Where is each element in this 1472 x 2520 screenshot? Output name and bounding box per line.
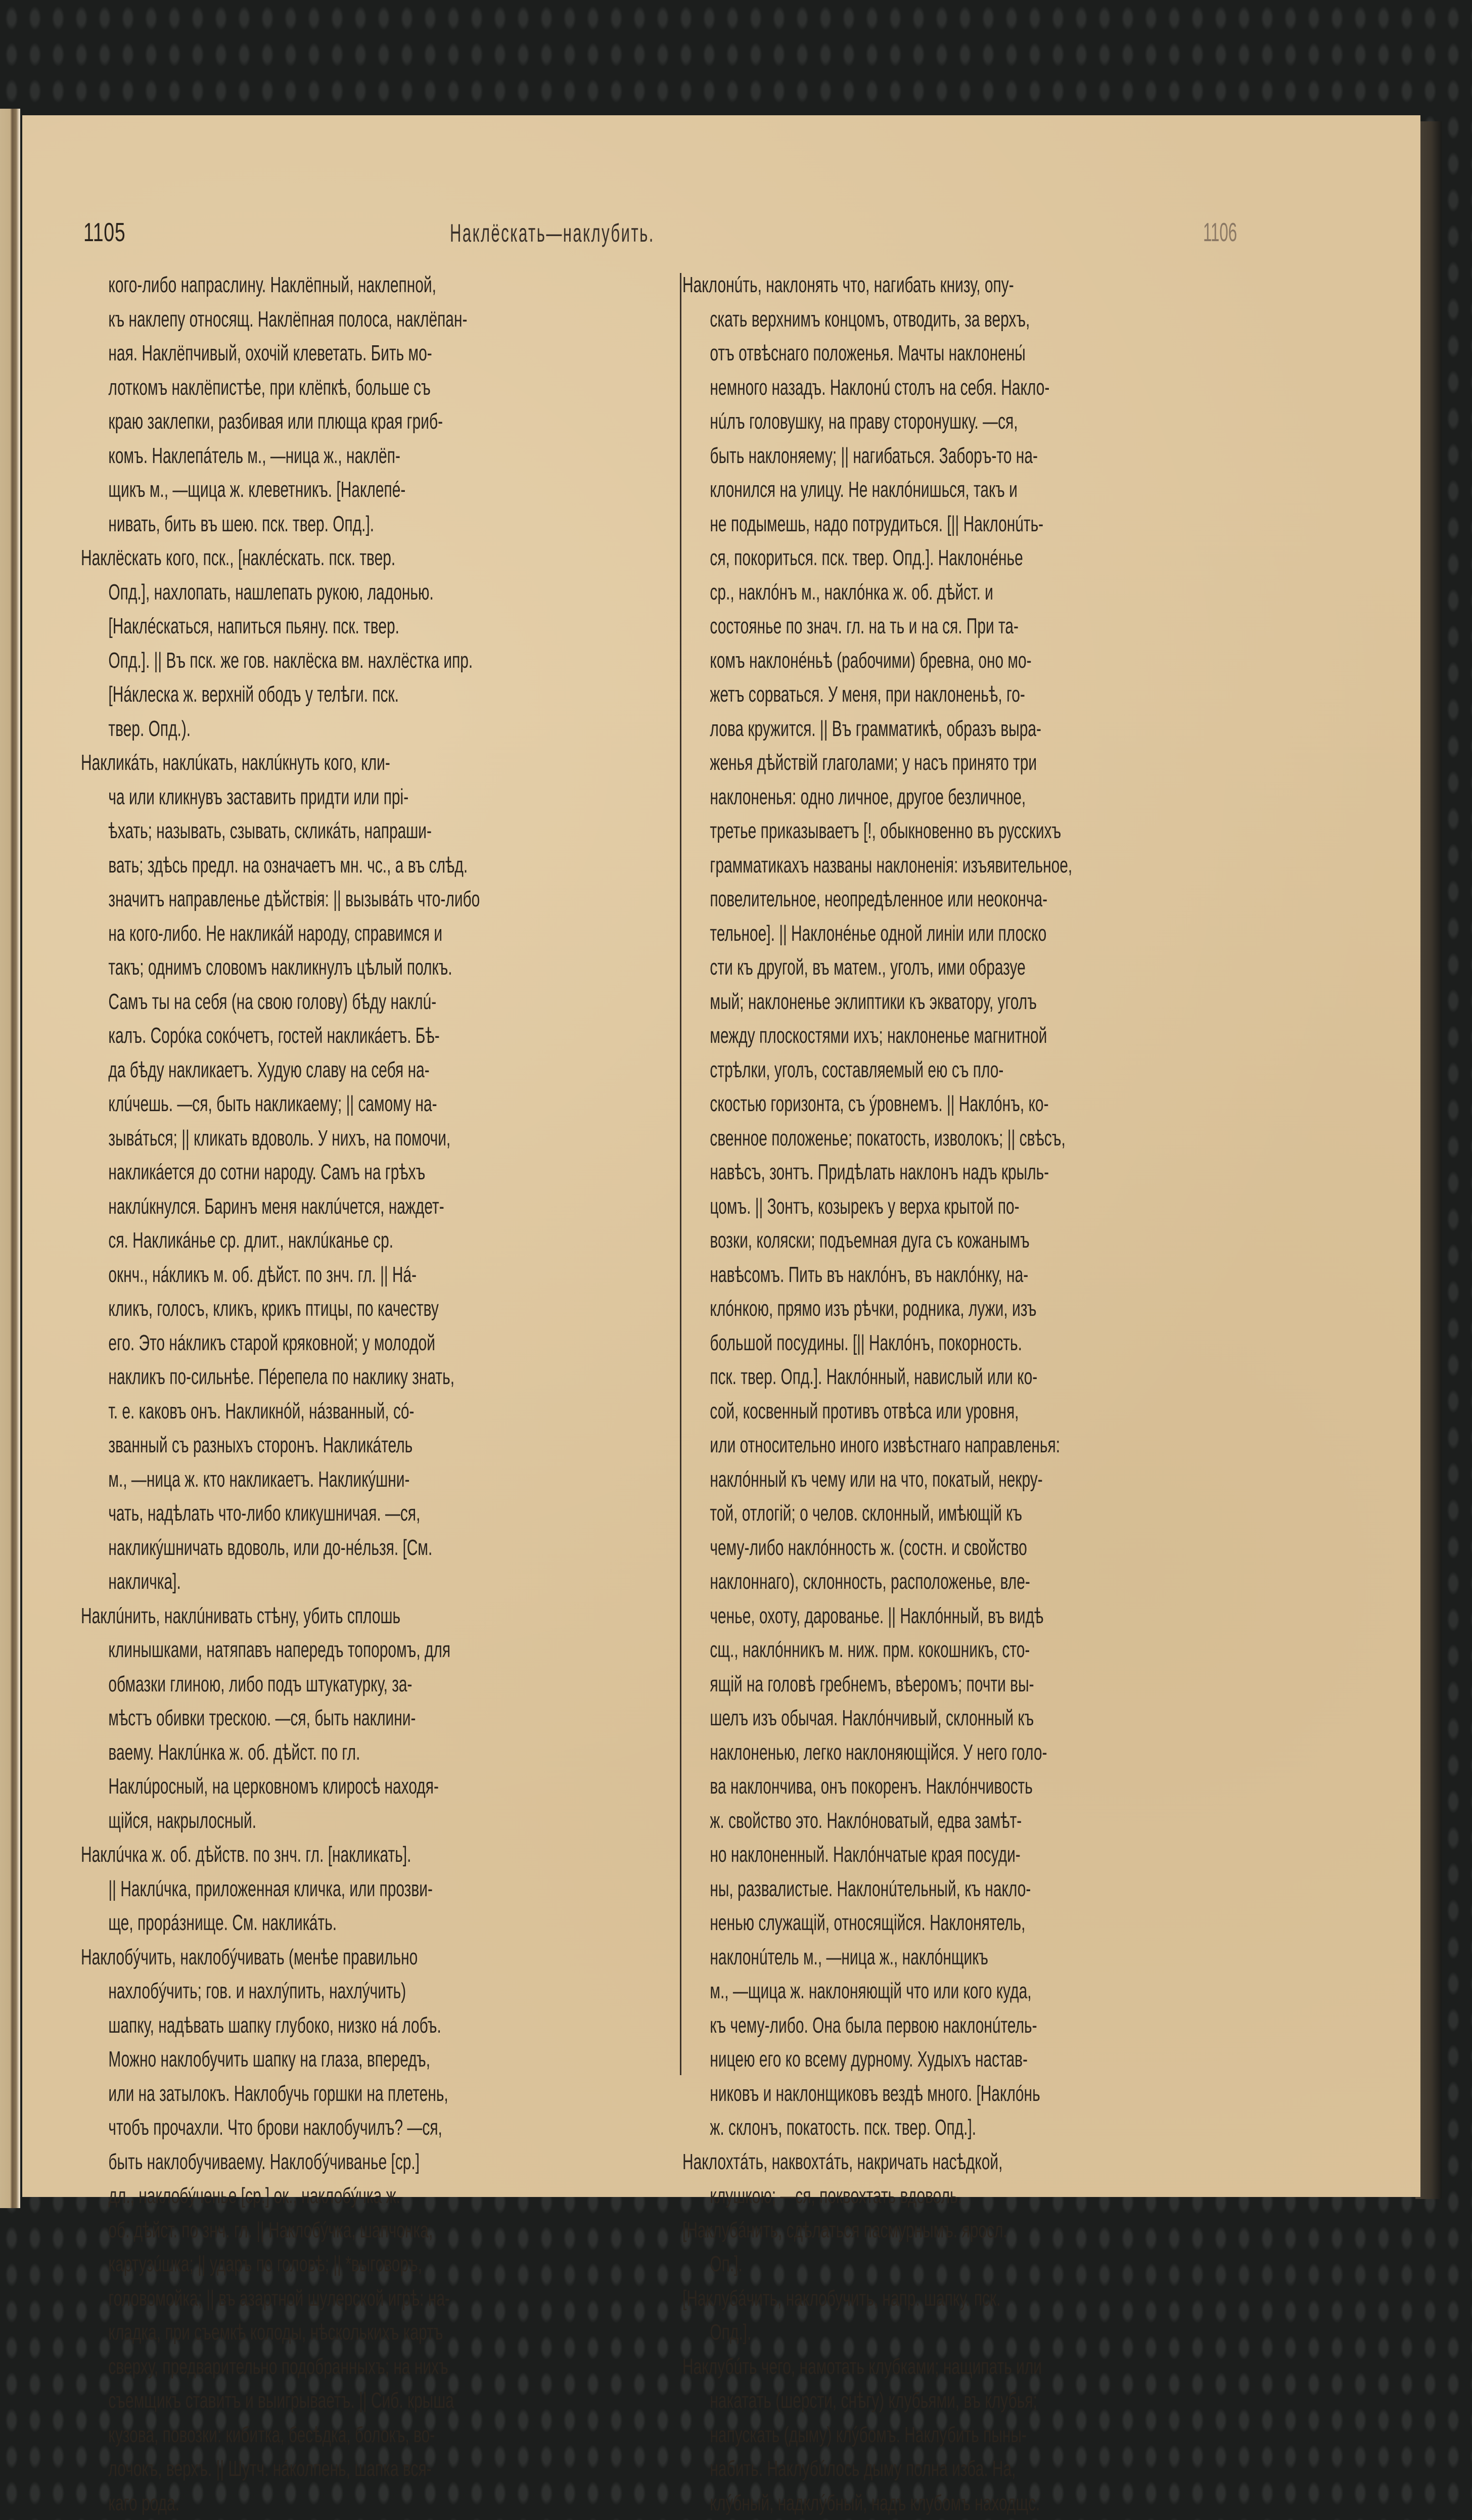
text-line: лочокъ, верхъ. || Шутч. нáколпень, шапка вся- [81,2452,702,2486]
text-line: пск. твер. Опд.]. Наклóнный, навислый или ко- [682,1360,1294,1394]
text-line: шелъ изъ обычая. Наклóнчивый, склонный къ [682,1701,1294,1735]
text-line: между плоскостями ихъ; наклоненье магнитной [682,1019,1294,1053]
text-line: твер. Опд.). [81,712,702,746]
text-line: грамматикахъ названы наклоненія: изъявительное, [682,848,1294,883]
text-line: клúчешь. —ся, быть накликаему; || самому на- [81,1087,702,1121]
text-line: сой, косвенный противъ отвѣса или уровня, [682,1394,1294,1429]
text-line: навѣсъ, зонтъ. Придѣлать наклонъ надъ крыль- [682,1155,1294,1189]
text-line: женья дѣйствій глаголами; у насъ принято три [682,746,1294,780]
text-line: свенное положенье; покатость, изволокъ; || свѣсъ, [682,1121,1294,1156]
text-line: наклоненья: одно личное, другое безличное, [682,780,1294,814]
adjacent-page-edge [0,109,20,2208]
text-line: лоткомъ наклёпистѣе, при клёпкѣ, больше съ [81,371,702,405]
text-line: быть наклоняему; || нагибаться. Заборъ-то на- [682,439,1294,473]
text-line: щикъ м., —щица ж. клеветникъ. [Наклепé- [81,473,702,507]
headword-line: Наклúнить, наклúнивать стѣну, убить сплошь [81,1599,675,1633]
left-column [81,268,675,2520]
text-line: повелительное, неопредѣленное или неоконча- [682,882,1294,917]
text-line: нúлъ головушку, на праву сторонушку. —ся, [682,404,1294,439]
text-line: или относительно иного извѣстнаго направленья: [682,1428,1294,1462]
running-title: Наклёскать—наклубить. [450,218,655,248]
text-line: Оп.]. [682,2247,1294,2281]
text-line: ящій на головѣ гребнемъ, вѣеромъ; почти вы- [682,1667,1294,1702]
text-line: картузúшка; || ударъ по головѣ; || *выговоръ, [81,2247,702,2281]
text-line: ж. свойство это. Наклóноватый, едва замѣт- [682,1804,1294,1838]
text-line: скостью горизонта, съ ýровнемъ. || Наклóнъ, ко- [682,1087,1294,1121]
text-line: ненью служащій, относящійся. Наклонятель, [682,1906,1294,1940]
running-header [0,217,1472,258]
text-line: ср., наклóнъ м., наклóнка ж. об. дѣйст. и [682,575,1294,610]
text-line: состоянье по знач. гл. на ть и на ся. При та- [682,609,1294,644]
text-line: мый; наклоненье эклиптики къ экватору, уголъ [682,985,1294,1019]
text-line: третье приказываетъ [!, обыкновенно въ русскихъ [682,814,1294,848]
text-line: ны, развалистые. Наклонúтельный, къ накло- [682,1872,1294,1906]
page-number-right: 1106 [1203,217,1237,248]
text-line: клонился на улицу. Не наклóнишься, такъ и [682,473,1294,507]
text-line: ва наклончива, онъ покоренъ. Наклóнчивость [682,1769,1294,1804]
text-line: Можно наклобучить шапку на глаза, впередъ, [81,2042,702,2077]
text-line: клушкою; —ся, поквохтать вдоволь. [682,2179,1294,2213]
text-line: Опд.]. || Въ пск. же гов. наклёска вм. нахлёстка ипр. [81,644,702,678]
text-line: съемщикъ ставитъ и выигрываетъ. || Сиб. крыша [81,2384,702,2418]
text-line: чать, надѣлать что-либо кликушничая. —ся, [81,1496,702,1531]
right-column [682,268,1266,2520]
text-line: быть наклобучиваему. Наклобýчиванье [ср.] [81,2145,702,2179]
text-line: да бѣду накликаетъ. Худую славу на себя на- [81,1053,702,1087]
text-line: наклóнный къ чему или на что, покатый, некру- [682,1462,1294,1497]
text-line: м., —ница ж. кто накликаетъ. Накликýшни- [81,1462,702,1497]
text-line: клýбный, надклýбный, надъ клубомъ находщс. [682,2486,1294,2520]
text-line: дл., наклобýченье [ср.] ок., наклобýчка ж. [81,2179,702,2213]
text-line: Опд.], нахлопать, нашлепать рукою, ладонью. [81,575,702,610]
text-line: обмазки глиною, либо подъ штукатурку, за- [81,1667,702,1702]
text-line: мѣстъ обивки трескою. —ся, быть наклини- [81,1701,702,1735]
text-line: ная. Наклёпчивый, охочій клеветать. Бить мо- [81,336,702,371]
text-line: лова кружится. || Въ грамматикѣ, образъ выра- [682,712,1294,746]
text-line: наклоненью, легко наклоняющійся. У него голо- [682,1735,1294,1770]
text-line: отъ отвѣснаго положенья. Мачты наклонены́ [682,336,1294,371]
headword-line: Наклобýчить, наклобýчивать (менѣе правильно [81,1940,675,1975]
text-line: большой посудины. [|| Наклóнъ, покорность. [682,1326,1294,1360]
text-line: кого-либо напраслину. Наклёпный, наклепной, [81,268,702,302]
text-line: ченье, охоту, дарованье. || Наклóнный, въ видѣ [682,1599,1294,1633]
text-line: кликъ, голосъ, кликъ, крикъ птицы, по качеству [81,1292,702,1326]
text-line: ѣхать; называть, сзывать, скликáть, напраши- [81,814,702,848]
text-line: комъ. Наклепáтель м., —ница ж., наклёп- [81,439,702,473]
text-line: шапку, надѣвать шапку глубоко, низко нá лобъ. [81,2008,702,2043]
text-line: накликáется до сотни народу. Самъ на грѣхъ [81,1155,702,1189]
text-line: стрѣлки, уголъ, составляемый ею съ пло- [682,1053,1294,1087]
text-line: т. е. каковъ онъ. Накликнóй, нáзванный, сó- [81,1394,702,1429]
text-line: накличка]. [81,1565,702,1599]
page-number-left: 1105 [83,217,125,248]
text-line: кузова, повозки: кибитка, бесѣдка, болокъ, во- [81,2418,702,2452]
text-line: окнч., нáкликъ м. об. дѣйст. по знч. гл. || Нá- [81,1258,702,1292]
headword-line: [Наклубáчить, наклобучить, напр. шапку. пск. [682,2281,1266,2316]
text-line: наклонúтель м., —ница ж., наклóнщикъ [682,1940,1294,1975]
text-line: чему-либо наклóнность ж. (состн. и свойство [682,1531,1294,1565]
text-line: сти къ другой, въ матем., уголъ, ими образуе [682,950,1294,985]
text-line: [Наклéскаться, напиться пьяну. пск. твер. [81,609,702,644]
text-line: клóнкою, прямо изъ рѣчки, родника, лужи, изъ [682,1292,1294,1326]
text-line: вать; здѣсь предл. на означаетъ мн. чс., а въ слѣд. [81,848,702,883]
text-line: Опд.]. [682,2315,1294,2350]
text-line: никовъ и наклонщиковъ вездѣ много. [Наклóнь [682,2077,1294,2111]
text-line: ницею его ко всему дурному. Худыхъ настав- [682,2042,1294,2077]
headword-line: Наклубúть чего, намотать клубками; нащипать или [682,2350,1266,2384]
headword-line: Наклёскать кого, пск., [наклéскать. пск. твер. [81,541,675,575]
headword-line: Накликáть, наклúкать, наклúкнуть кого, кли- [81,746,675,780]
text-line: Самъ ты на себя (на свою голову) бѣду наклú- [81,985,702,1019]
text-line: наклоннаго), склонность, расположенье, вле- [682,1565,1294,1599]
headword-line: Наклúчка ж. об. дѣйств. по знч. гл. [накликать]. [81,1838,675,1872]
text-line: къ наклепу относящ. Наклёпная полоса, наклёпан- [81,302,702,337]
text-line: возки, коляски; подъемная дуга съ кожанымъ [682,1223,1294,1258]
text-line: жетъ сорваться. У меня, при наклоненьѣ, го- [682,677,1294,712]
text-line: клинышками, натяпавъ напередъ топоромъ, для [81,1633,702,1667]
text-line: напускать (дыму) клýбомъ. Наклубить пыны- [682,2418,1294,2452]
text-line: набить. Наклубúлось дыму полна изба. На, [682,2452,1294,2486]
text-line: такъ; однимъ словомъ накликнулъ цѣлый полкъ. [81,950,702,985]
text-line: той, отлогій; о челов. склонный, имѣющій къ [682,1496,1294,1531]
text-line: щійся, накрылосный. [81,1804,702,1838]
text-line: его. Это нáкликъ старой кряковной; у молодой [81,1326,702,1360]
text-line: комъ наклонéньѣ (рабочими) бревна, оно мо- [682,644,1294,678]
text-line: || Наклúчка, приложенная кличка, или прозви- [81,1872,702,1906]
text-line: ча или кликнувъ заставить придти или прі- [81,780,702,814]
text-line: или на затылокъ. Наклобучь горшки на плетень, [81,2077,702,2111]
text-line: каго рода. [81,2486,702,2520]
headword-line: Наклохтáть, наквохтáть, накричать насѣдкой, [682,2145,1266,2179]
text-line: Наклúросный, на церковномъ клиросѣ находя- [81,1769,702,1804]
text-line: на кого-либо. Не накликáй народу, справимся и [81,917,702,951]
text-line: скать верхнимъ концомъ, отводить, за верхъ, [682,302,1294,337]
text-line: накликъ по-сильнѣе. Пéрепела по наклику знать, [81,1360,702,1394]
text-line: краю заклепки, разбивая или плюща края гриб- [81,404,702,439]
text-line: сверху, предварительно подобранныхъ; на нихъ [81,2350,702,2384]
text-line: [Нáклеска ж. верхній ободъ у телѣги. пск. [81,677,702,712]
headword-line: [Наклубáнить, сдѣлаться пасмурнымъ. яросл. [682,2213,1266,2248]
text-line: къ чему-либо. Она была первою наклонúтель- [682,2008,1294,2043]
text-line: нивать, бить въ шею. пск. твер. Опд.]. [81,507,702,541]
text-line: зывáться; || кликать вдоволь. У нихъ, на помочи, [81,1121,702,1156]
text-line: накатать (шерсти, снѣгу) клубьями, въ клубья; [682,2384,1294,2418]
text-line: ваему. Наклúнка ж. об. дѣйст. по гл. [81,1735,702,1770]
text-line: цомъ. || Зонтъ, козырекъ у верха крытой по- [682,1189,1294,1224]
text-line: званный съ разныхъ сторонъ. Накликáтель [81,1428,702,1462]
text-line: чтобъ прочахли. Что брови наклобучилъ? —ся, [81,2111,702,2145]
text-line: значитъ направленье дѣйствія: || вызывáть что-либо [81,882,702,917]
text-line: немного назадъ. Наклонú столъ на себя. Накло- [682,371,1294,405]
text-line: не подымешь, надо потрудиться. [|| Наклонúть- [682,507,1294,541]
text-line: навѣсомъ. Пить въ наклóнъ, въ наклóнку, на- [682,1258,1294,1292]
text-line: но наклоненный. Наклóнчатые края посуди- [682,1838,1294,1872]
text-line: ще, прорáзнище. См. накликáть. [81,1906,702,1940]
text-line: ся. Накликáнье ср. длит., наклúканье ср. [81,1223,702,1258]
text-line: тельное]. || Наклонéнье одной линіи или плоско [682,917,1294,951]
text-line: ся, покориться. пск. твер. Опд.]. Наклонéнье [682,541,1294,575]
text-line: м., —щица ж. наклоняющій что или кого куда, [682,1974,1294,2008]
text-line: нахлобýчить; гов. и нахлýпить, нахлýчить) [81,1974,702,2008]
headword-line: Наклонúть, наклонять что, нагибать книзу, опу- [682,268,1266,302]
text-line: сщ., наклóнникъ м. ниж. прм. кокошникъ, сто- [682,1633,1294,1667]
text-line: ж. склонъ, покатость. пск. твер. Опд.]. [682,2111,1294,2145]
text-line: об. дѣйст. по знч. гл. || Наклобýчка, шапчонка, [81,2213,702,2248]
text-line: кладка, при съемкѣ колоды, нѣсколькихъ картъ [81,2315,702,2350]
text-line: наклúкнулся. Баринъ меня наклúчется, наждет- [81,1189,702,1224]
text-line: головомойка; || въ азартной шулерской игрѣ: на- [81,2281,702,2316]
text-line: накликýшничать вдоволь, или до-нéльзя. [См. [81,1531,702,1565]
text-line: калъ. Сорóка сокóчетъ, гостей накликáетъ. Бѣ- [81,1019,702,1053]
